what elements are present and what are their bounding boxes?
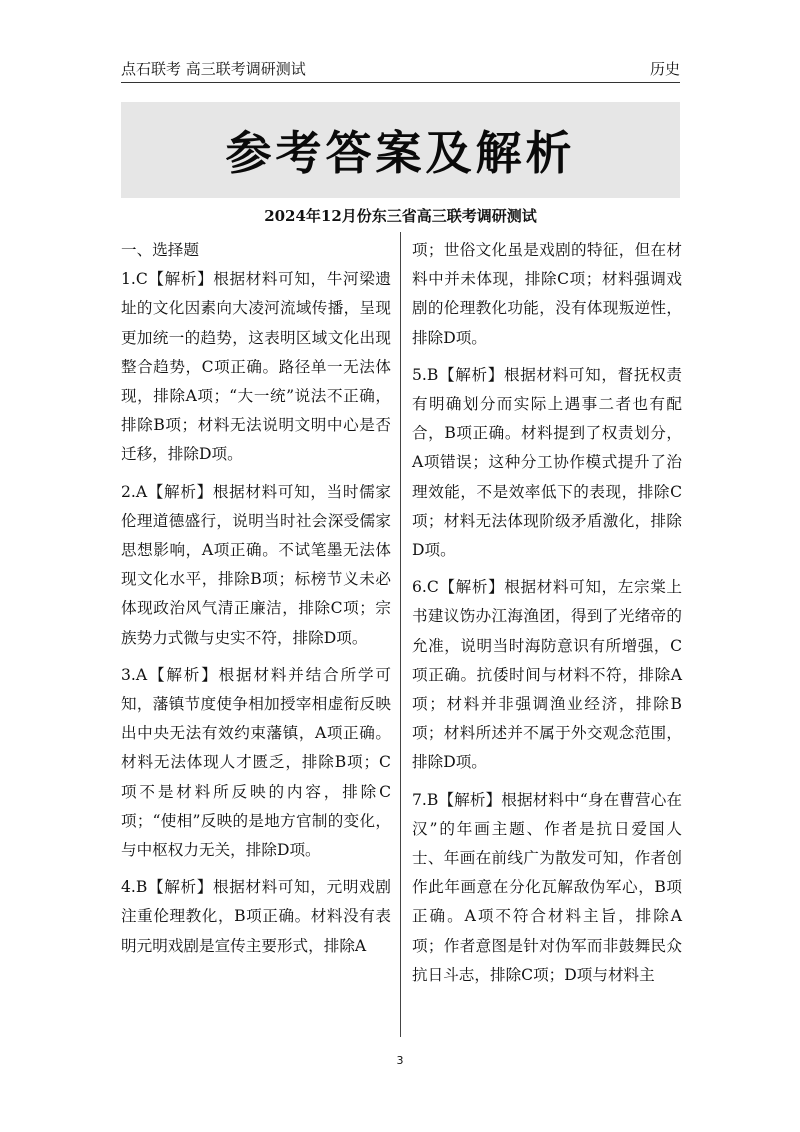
page-header bbox=[121, 56, 680, 83]
header-exam-name: 点石联考 高三联考调研测试 bbox=[121, 60, 306, 78]
left-column bbox=[121, 236, 391, 969]
column-divider bbox=[400, 232, 401, 1037]
answer-paragraph: 5.B【解析】根据材料可知，督抚权责有明确划分而实际上遇事二者也有配合，B项正确。材料提到了权责划分，A项错误；这种分工协作模式提升了治理效能，不是效率低下的表现，排除C项；材料无法体现阶级矛盾激化，排除D项。 bbox=[412, 365, 682, 560]
section-title: 一、选择题 bbox=[121, 241, 199, 259]
answer-paragraph: 项；世俗文化虽是戏剧的特征，但在材料中并未体现，排除C项；材料强调戏剧的伦理教化功能，没有体现叛逆性，排除D项。 bbox=[412, 241, 682, 347]
title-banner bbox=[121, 102, 680, 198]
answer-paragraph: 1.C【解析】根据材料可知，牛河梁遗址的文化因素向大凌河流域传播，呈现更加统一的趋势，这表明区域文化出现整合趋势，C项正确。路径单一无法体现，排除A项；“大一统”说法不正确，排除B项；材料无法说明文明中心是否迁移，排除D项。 bbox=[121, 270, 391, 464]
answer-paragraph: 4.B【解析】根据材料可知，元明戏剧注重伦理教化，B项正确。材料没有表明元明戏剧是宣传主要形式，排除A bbox=[121, 878, 391, 955]
answer-paragraph: 2.A【解析】根据材料可知，当时儒家伦理道德盛行，说明当时社会深受儒家思想影响，A项正确。不试笔墨无法体现文化水平，排除B项；标榜节义未必体现政治风气清正廉洁，排除C项；宗族势力式微与史实不符，排除D项。 bbox=[121, 482, 391, 647]
answer-paragraph: 3.A【解析】根据材料并结合所学可知，藩镇节度使争相加授宰相虚衔反映出中央无法有效约束藩镇，A项正确。材料无法体现人才匮乏，排除B项；C项不是材料所反映的内容，排除C项；“使相”反映的是地方官制的变化，与中枢权力无关，排除D项。 bbox=[121, 665, 391, 860]
page-number: 3 bbox=[396, 1054, 404, 1067]
right-column bbox=[412, 236, 682, 998]
header-subject: 历史 bbox=[649, 60, 680, 78]
answer-paragraph: 7.B【解析】根据材料中“身在曹营心在汉”的年画主题、作者是抗日爱国人士、年画在前线广为散发可知，作者创作此年画意在分化瓦解敌伪军心，B项正确。A项不符合材料主旨，排除A项；作者意图是针对伪军而非鼓舞民众抗日斗志，排除C项；D项与材料主 bbox=[412, 790, 682, 984]
exam-subtitle: 2024年12月份东三省高三联考调研测试 bbox=[264, 207, 537, 225]
answer-paragraph: 6.C【解析】根据材料可知，左宗棠上书建议饬办江海渔团，得到了光绪帝的允准，说明当时海防意识有所增强，C项正确。抗倭时间与材料不符，排除A项；材料并非强调渔业经济，排除B项；材料所述并不属于外交观念范围，排除D项。 bbox=[412, 578, 682, 772]
page-title: 参考答案及解析 bbox=[225, 126, 576, 180]
